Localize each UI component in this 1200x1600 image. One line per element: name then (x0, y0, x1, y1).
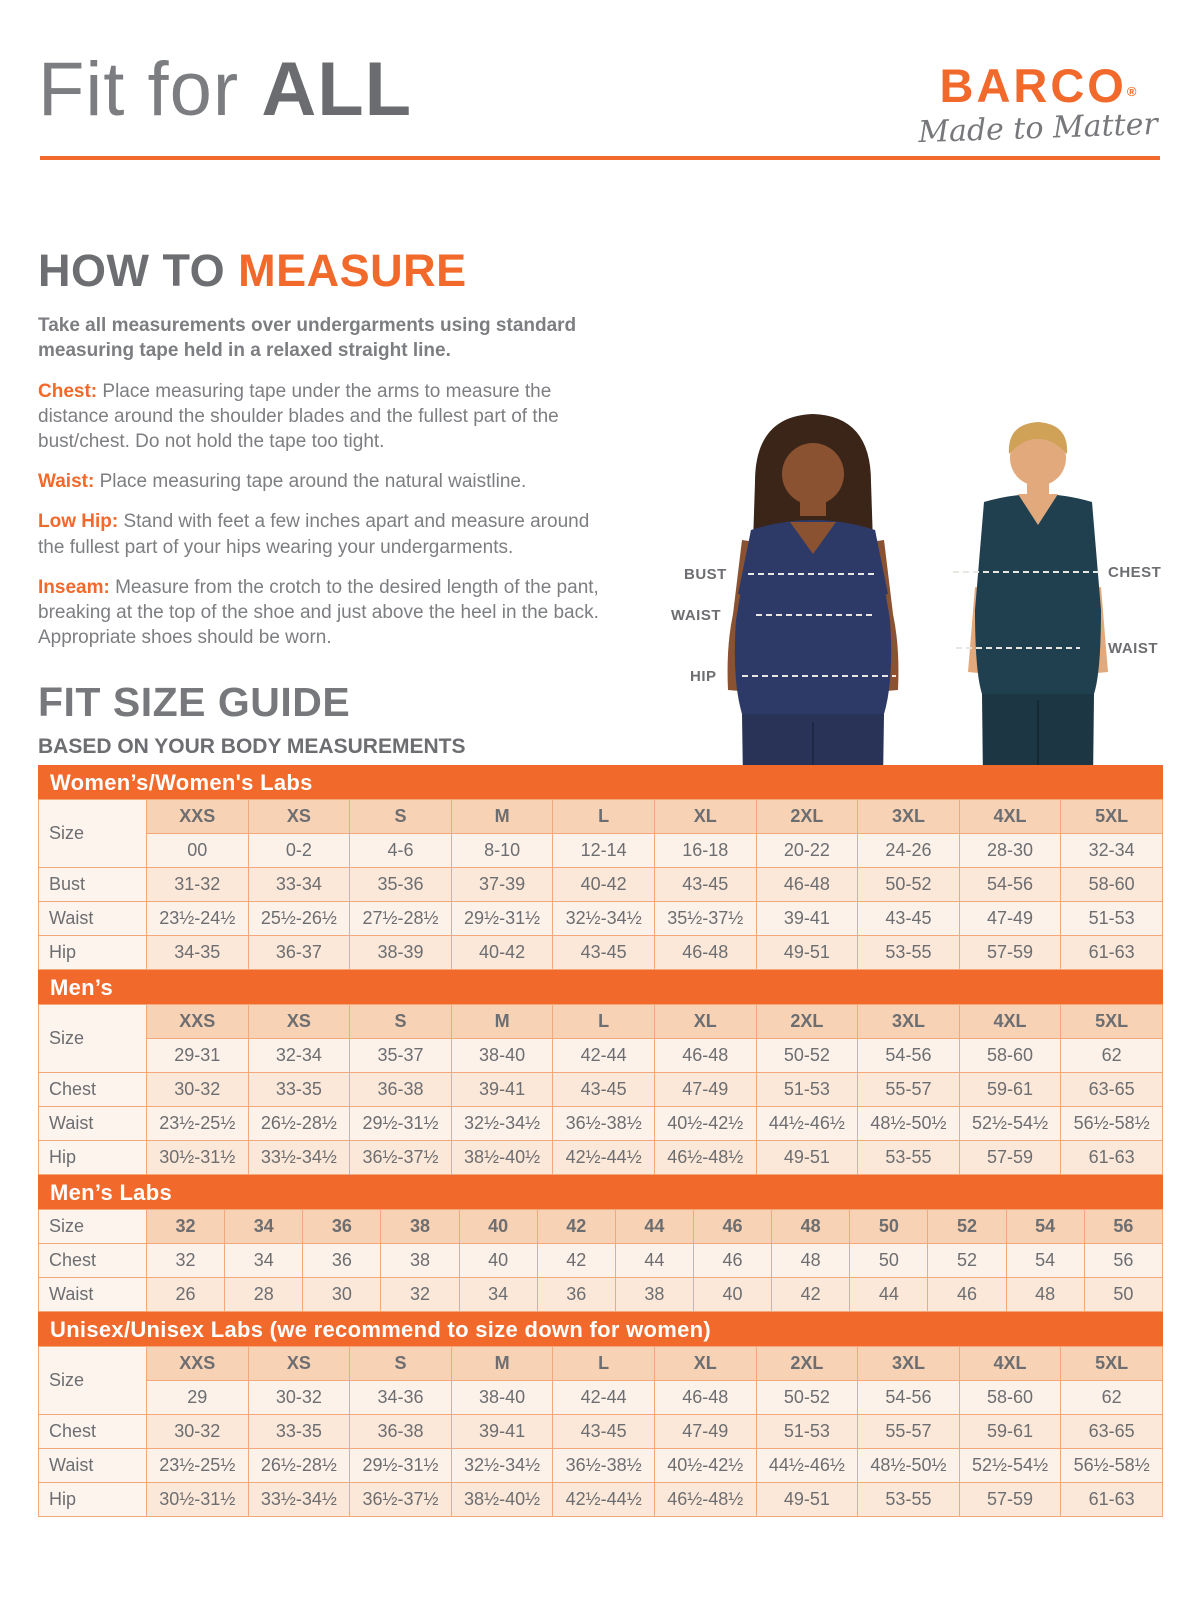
value-cell: 36½-38½ (553, 1449, 655, 1483)
value-cell: 47-49 (654, 1415, 756, 1449)
size-header-cell: S (350, 1005, 452, 1039)
value-cell: 23½-25½ (147, 1107, 249, 1141)
male-waist-label: WAIST (1108, 640, 1158, 657)
value-cell: 29½-31½ (451, 902, 553, 936)
value-cell: 30 (303, 1278, 381, 1312)
size-header-cell: 32 (147, 1210, 225, 1244)
value-cell: 25½-26½ (248, 902, 350, 936)
value-cell: 40-42 (451, 936, 553, 970)
brand-name: BARCO® (939, 59, 1137, 112)
page-title (38, 47, 413, 132)
size-header-cell: L (553, 1347, 655, 1381)
row-label: Waist (39, 1107, 147, 1141)
value-cell: 49-51 (756, 1141, 858, 1175)
value-cell: 27½-28½ (350, 902, 452, 936)
value-cell: 57-59 (959, 936, 1061, 970)
value-cell: 30-32 (147, 1073, 249, 1107)
value-cell: 36½-37½ (350, 1483, 452, 1517)
value-cell: 39-41 (451, 1073, 553, 1107)
value-cell: 56 (1084, 1244, 1162, 1278)
value-cell: 55-57 (858, 1073, 960, 1107)
value-cell: 33-34 (248, 868, 350, 902)
value-cell: 36 (537, 1278, 615, 1312)
size-range-cell: 32-34 (248, 1039, 350, 1073)
value-cell: 51-53 (756, 1073, 858, 1107)
size-header-cell: 2XL (756, 1347, 858, 1381)
size-header-cell: 5XL (1061, 800, 1163, 834)
value-cell: 53-55 (858, 936, 960, 970)
size-header-cell: M (451, 1347, 553, 1381)
row-label: Chest (39, 1244, 147, 1278)
value-cell: 48 (1006, 1278, 1084, 1312)
size-range-cell: 42-44 (553, 1039, 655, 1073)
row-label: Hip (39, 1483, 147, 1517)
size-range-cell: 35-37 (350, 1039, 452, 1073)
table-section-title: Unisex/Unisex Labs (we recommend to size down for women) (38, 1312, 1163, 1346)
page-title-bold: ALL (261, 47, 413, 132)
value-cell: 56½-58½ (1061, 1107, 1163, 1141)
value-cell: 50 (1084, 1278, 1162, 1312)
value-cell: 61-63 (1061, 1483, 1163, 1517)
table-corner-label: Size (39, 800, 147, 868)
value-cell: 32 (381, 1278, 459, 1312)
value-cell: 52 (928, 1244, 1006, 1278)
female-model (728, 414, 899, 782)
value-cell: 33-35 (248, 1073, 350, 1107)
value-cell: 26 (147, 1278, 225, 1312)
size-range-cell: 34-36 (350, 1381, 452, 1415)
size-header-cell: 52 (928, 1210, 1006, 1244)
value-cell: 23½-24½ (147, 902, 249, 936)
value-cell: 30½-31½ (147, 1483, 249, 1517)
size-header-cell: 2XL (756, 1005, 858, 1039)
row-label: Bust (39, 868, 147, 902)
row-label: Chest (39, 1073, 147, 1107)
value-cell: 36 (303, 1244, 381, 1278)
value-cell: 26½-28½ (248, 1449, 350, 1483)
size-header-cell: XL (654, 1347, 756, 1381)
value-cell: 29½-31½ (350, 1449, 452, 1483)
size-header-row (39, 1210, 1163, 1244)
size-header-cell: XXS (147, 800, 249, 834)
value-cell: 51-53 (756, 1415, 858, 1449)
size-range-cell: 58-60 (959, 1381, 1061, 1415)
size-header-cell: 54 (1006, 1210, 1084, 1244)
orange-divider (40, 156, 1160, 160)
size-range-cell: 62 (1061, 1039, 1163, 1073)
measure-item-chest: Chest: Place measuring tape under the arms to measure the distance around the shoulder blades and the fullest part of the bust/chest. Do not hold the tape too tight. (38, 381, 559, 453)
size-range-cell: 20-22 (756, 834, 858, 868)
value-cell: 42 (772, 1278, 850, 1312)
size-header-cell: S (350, 800, 452, 834)
table-row (39, 868, 1163, 902)
row-label: Waist (39, 902, 147, 936)
value-cell: 57-59 (959, 1141, 1061, 1175)
measure-item-lowhip: Low Hip: Stand with feet a few inches apart and measure around the fullest part of your hips wearing your undergarments. (38, 511, 590, 558)
row-label: Hip (39, 1141, 147, 1175)
value-cell: 32½-34½ (553, 902, 655, 936)
table-row (39, 1483, 1163, 1517)
value-cell: 32 (147, 1244, 225, 1278)
size-header-cell: 40 (459, 1210, 537, 1244)
models-illustration (638, 382, 1200, 782)
value-cell: 46 (693, 1244, 771, 1278)
value-cell: 63-65 (1061, 1073, 1163, 1107)
value-cell: 33-35 (248, 1415, 350, 1449)
table-row (39, 1278, 1163, 1312)
size-header-cell: 5XL (1061, 1005, 1163, 1039)
value-cell: 53-55 (858, 1141, 960, 1175)
table-row (39, 1244, 1163, 1278)
size-range-cell: 29 (147, 1381, 249, 1415)
size-header-cell: 34 (225, 1210, 303, 1244)
value-cell: 53-55 (858, 1483, 960, 1517)
table-row (39, 1073, 1163, 1107)
value-cell: 54-56 (959, 868, 1061, 902)
size-range-cell: 4-6 (350, 834, 452, 868)
value-cell: 23½-25½ (147, 1449, 249, 1483)
row-label: Chest (39, 1415, 147, 1449)
value-cell: 50 (850, 1244, 928, 1278)
value-cell: 46½-48½ (654, 1483, 756, 1517)
value-cell: 46½-48½ (654, 1141, 756, 1175)
table-section-title: Men’s Labs (38, 1175, 1163, 1209)
size-header-cell: 42 (537, 1210, 615, 1244)
size-header-cell: XXS (147, 1347, 249, 1381)
size-header-cell: 2XL (756, 800, 858, 834)
value-cell: 40 (459, 1244, 537, 1278)
value-cell: 32½-34½ (451, 1449, 553, 1483)
size-header-cell: XXS (147, 1005, 249, 1039)
value-cell: 38½-40½ (451, 1483, 553, 1517)
value-cell: 44½-46½ (756, 1107, 858, 1141)
size-header-cell: 48 (772, 1210, 850, 1244)
how-to-measure-title: HOW TO MEASURE (38, 245, 467, 296)
size-range-cell: 58-60 (959, 1039, 1061, 1073)
value-cell: 42½-44½ (553, 1483, 655, 1517)
bust-label: BUST (684, 566, 727, 583)
value-cell: 63-65 (1061, 1415, 1163, 1449)
size-header-cell: XS (248, 800, 350, 834)
table-corner-label: Size (39, 1005, 147, 1073)
size-range-cell: 30-32 (248, 1381, 350, 1415)
value-cell: 36½-37½ (350, 1141, 452, 1175)
value-cell: 38-39 (350, 936, 452, 970)
table-row (39, 902, 1163, 936)
table-row (39, 1107, 1163, 1141)
size-range-cell: 32-34 (1061, 834, 1163, 868)
value-cell: 43-45 (553, 1415, 655, 1449)
size-range-cell: 29-31 (147, 1039, 249, 1073)
value-cell: 30-32 (147, 1415, 249, 1449)
value-cell: 59-61 (959, 1073, 1061, 1107)
value-cell: 43-45 (553, 1073, 655, 1107)
size-range-cell: 42-44 (553, 1381, 655, 1415)
row-label: Hip (39, 936, 147, 970)
measure-item-waist: Waist: Place measuring tape around the natural waistline. (38, 471, 527, 493)
size-header-cell: 36 (303, 1210, 381, 1244)
value-cell: 61-63 (1061, 1141, 1163, 1175)
table-corner-label: Size (39, 1210, 147, 1244)
value-cell: 43-45 (553, 936, 655, 970)
value-cell: 49-51 (756, 1483, 858, 1517)
table-row (39, 1141, 1163, 1175)
value-cell: 36-38 (350, 1415, 452, 1449)
size-table (38, 1346, 1163, 1517)
brand-logo (917, 59, 1159, 151)
value-cell: 38 (381, 1244, 459, 1278)
value-cell: 36-38 (350, 1073, 452, 1107)
size-header-cell: 56 (1084, 1210, 1162, 1244)
size-header-cell: 50 (850, 1210, 928, 1244)
value-cell: 30½-31½ (147, 1141, 249, 1175)
value-cell: 47-49 (654, 1073, 756, 1107)
size-range-cell: 38-40 (451, 1381, 553, 1415)
size-table (38, 1209, 1163, 1312)
value-cell: 47-49 (959, 902, 1061, 936)
size-header-cell: 4XL (959, 1005, 1061, 1039)
size-header-cell: 4XL (959, 1347, 1061, 1381)
value-cell: 37-39 (451, 868, 553, 902)
value-cell: 32½-34½ (451, 1107, 553, 1141)
size-range-cell: 54-56 (858, 1039, 960, 1073)
size-header-cell: 3XL (858, 1005, 960, 1039)
page-title-light: Fit for (38, 47, 262, 132)
size-header-row (39, 800, 1163, 834)
value-cell: 36-37 (248, 936, 350, 970)
value-cell: 52½-54½ (959, 1107, 1061, 1141)
size-header-cell: 3XL (858, 800, 960, 834)
table-row (39, 936, 1163, 970)
male-model (968, 422, 1108, 782)
size-range-cell: 46-48 (654, 1039, 756, 1073)
size-header-cell: M (451, 800, 553, 834)
value-cell: 46-48 (654, 936, 756, 970)
value-cell: 38½-40½ (451, 1141, 553, 1175)
how-to-measure-section (38, 245, 613, 665)
value-cell: 40-42 (553, 868, 655, 902)
value-cell: 43-45 (858, 902, 960, 936)
size-range-cell: 16-18 (654, 834, 756, 868)
size-header-cell: 38 (381, 1210, 459, 1244)
value-cell: 44½-46½ (756, 1449, 858, 1483)
value-cell: 61-63 (1061, 936, 1163, 970)
value-cell: 48½-50½ (858, 1449, 960, 1483)
value-cell: 49-51 (756, 936, 858, 970)
size-header-cell: M (451, 1005, 553, 1039)
value-cell: 40½-42½ (654, 1107, 756, 1141)
measure-item-inseam: Inseam: Measure from the crotch to the desired length of the pant, breaking at the top of the shoe and just above the heel in the back. Appropriate shoes should be worn. (38, 576, 599, 648)
size-header-cell: 3XL (858, 1347, 960, 1381)
measure-intro: Take all measurements over undergarments using standard measuring tape held in a relaxed straight line. (38, 315, 577, 362)
value-cell: 58-60 (1061, 868, 1163, 902)
row-label: Waist (39, 1449, 147, 1483)
value-cell: 35-36 (350, 868, 452, 902)
size-header-cell: XS (248, 1005, 350, 1039)
value-cell: 56½-58½ (1061, 1449, 1163, 1483)
size-header-cell: XS (248, 1347, 350, 1381)
size-range-cell: 00 (147, 834, 249, 868)
size-range-cell: 12-14 (553, 834, 655, 868)
value-cell: 35½-37½ (654, 902, 756, 936)
value-cell: 26½-28½ (248, 1107, 350, 1141)
size-range-row (39, 1381, 1163, 1415)
value-cell: 34 (459, 1278, 537, 1312)
size-range-cell: 50-52 (756, 1039, 858, 1073)
value-cell: 34 (225, 1244, 303, 1278)
size-header-cell: 44 (615, 1210, 693, 1244)
size-range-cell: 38-40 (451, 1039, 553, 1073)
value-cell: 39-41 (451, 1415, 553, 1449)
size-range-row (39, 1039, 1163, 1073)
size-guide-title: FIT SIZE GUIDE (38, 679, 351, 725)
value-cell: 54 (1006, 1244, 1084, 1278)
size-range-cell: 24-26 (858, 834, 960, 868)
value-cell: 38 (615, 1278, 693, 1312)
value-cell: 51-53 (1061, 902, 1163, 936)
value-cell: 40½-42½ (654, 1449, 756, 1483)
table-row (39, 1449, 1163, 1483)
size-range-row (39, 834, 1163, 868)
value-cell: 33½-34½ (248, 1483, 350, 1517)
size-header-cell: L (553, 800, 655, 834)
size-header-cell: 5XL (1061, 1347, 1163, 1381)
size-header-row (39, 1347, 1163, 1381)
size-header-row (39, 1005, 1163, 1039)
value-cell: 29½-31½ (350, 1107, 452, 1141)
table-section-title: Women’s/Women's Labs (38, 765, 1163, 799)
size-header-cell: S (350, 1347, 452, 1381)
female-waist-label: WAIST (671, 607, 721, 624)
value-cell: 50-52 (858, 868, 960, 902)
value-cell: 31-32 (147, 868, 249, 902)
value-cell: 55-57 (858, 1415, 960, 1449)
value-cell: 43-45 (654, 868, 756, 902)
table-row (39, 1415, 1163, 1449)
models-photo (638, 382, 1200, 782)
size-range-cell: 28-30 (959, 834, 1061, 868)
size-range-cell: 62 (1061, 1381, 1163, 1415)
hip-label: HIP (690, 668, 717, 685)
size-range-cell: 8-10 (451, 834, 553, 868)
size-header-cell: XL (654, 800, 756, 834)
value-cell: 39-41 (756, 902, 858, 936)
brand-tagline: Made to Matter (917, 106, 1159, 151)
value-cell: 28 (225, 1278, 303, 1312)
size-table (38, 799, 1163, 970)
size-header-cell: XL (654, 1005, 756, 1039)
value-cell: 48½-50½ (858, 1107, 960, 1141)
value-cell: 52½-54½ (959, 1449, 1061, 1483)
size-range-cell: 0-2 (248, 834, 350, 868)
chest-label: CHEST (1108, 564, 1162, 581)
value-cell: 46 (928, 1278, 1006, 1312)
table-section-title: Men’s (38, 970, 1163, 1004)
value-cell: 34-35 (147, 936, 249, 970)
registered-mark: ® (1126, 84, 1137, 99)
size-range-cell: 50-52 (756, 1381, 858, 1415)
value-cell: 46-48 (756, 868, 858, 902)
value-cell: 57-59 (959, 1483, 1061, 1517)
value-cell: 40 (693, 1278, 771, 1312)
value-cell: 44 (615, 1244, 693, 1278)
value-cell: 48 (772, 1244, 850, 1278)
size-header-cell: L (553, 1005, 655, 1039)
value-cell: 42 (537, 1244, 615, 1278)
row-label: Waist (39, 1278, 147, 1312)
value-cell: 44 (850, 1278, 928, 1312)
size-range-cell: 54-56 (858, 1381, 960, 1415)
size-table (38, 1004, 1163, 1175)
value-cell: 33½-34½ (248, 1141, 350, 1175)
size-guide-subtitle: BASED ON YOUR BODY MEASUREMENTS (38, 735, 466, 758)
size-header-cell: 4XL (959, 800, 1061, 834)
size-range-cell: 46-48 (654, 1381, 756, 1415)
value-cell: 59-61 (959, 1415, 1061, 1449)
value-cell: 36½-38½ (553, 1107, 655, 1141)
value-cell: 42½-44½ (553, 1141, 655, 1175)
table-corner-label: Size (39, 1347, 147, 1415)
size-header-cell: 46 (693, 1210, 771, 1244)
size-tables (38, 765, 1163, 1517)
